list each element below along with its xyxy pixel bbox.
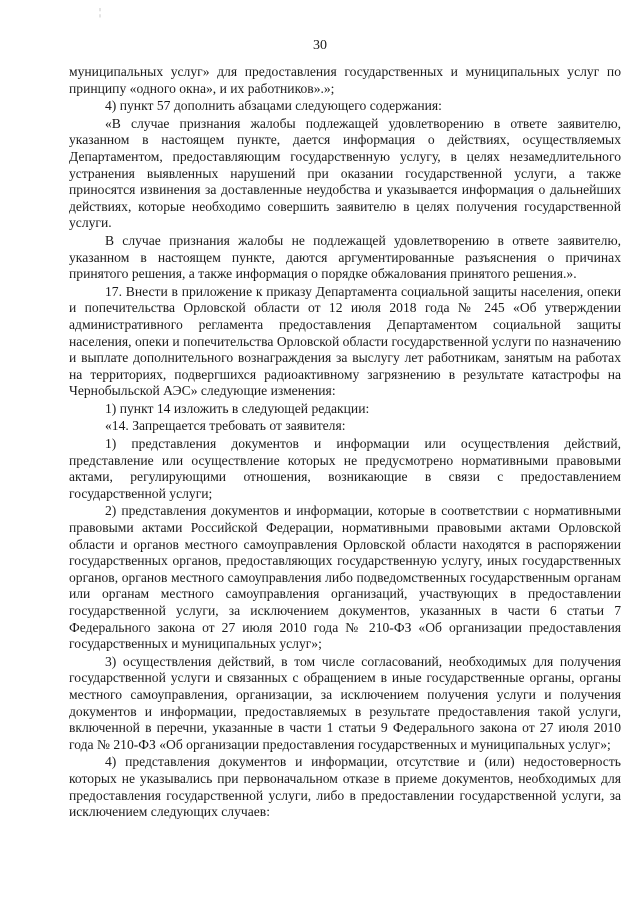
paragraph-continuation: муниципальных услуг» для предоставления государственных и муниципальных услуг по принципу «одного окна», и их работников».»; — [69, 64, 621, 96]
paragraph-prohibition-2: 2) представления документов и информации, которые в соответствии с нормативными правовыми актами Российской Федерации, нормативными правовыми актами Орловской области и органов местного самоуправления Орловской области находятся в распоряжении государственных органов, предоставляющих государственную услугу, иных государственных органов, органов местного самоуправления либо подведомственных государственным органам или органам местного самоуправления организаций, участвующих в предоставлении государственной услуги, за исключением документов, указанных в части 6 статьи 7 Федерального закона от 27 июля 2010 года № 210-ФЗ «Об организации предоставления государственных и муниципальных услуг»; — [69, 503, 621, 652]
paragraph-complaint-rejected: В случае признания жалобы не подлежащей удовлетворению в ответе заявителю, указанном в настоящем пункте, даются аргументированные разъяснения о причинах принятого решения, а также информация о порядке обжалования принятого решения.». — [69, 232, 621, 282]
document-body — [69, 64, 621, 822]
paragraph-clause-14: «14. Запрещается требовать от заявителя: — [105, 418, 346, 434]
paragraph-prohibition-1: 1) представления документов и информации или осуществления действий, представление или осуществление которых не предусмотрено нормативными правовыми актами, регулирующими отношения, возникающие в связи с предоставлением государственной услуги; — [69, 436, 621, 501]
page-number: 30 — [313, 38, 327, 53]
scan-margin-mark: ¦ — [99, 7, 102, 18]
paragraph-prohibition-4: 4) представления документов и информации, отсутствие и (или) недостоверность которых не указывались при первоначальном отказе в приеме документов, необходимых для предоставления государственной услуги, либо в предоставлении государственной услуги, за исключением следующих случаев: — [69, 754, 621, 820]
paragraph-complaint-satisfied: «В случае признания жалобы подлежащей удовлетворению в ответе заявителю, указанном в настоящем пункте, дается информация о действиях, осуществляемых Департаментом, предоставляющим государственную услугу, в целях незамедлительного устранения выявленных нарушений при оказании государственной услуги, а также приносятся извинения за доставленные неудобства и указывается информация о дальнейших действиях, которые необходимо совершить заявителю в целях получения государственной услуги. — [69, 115, 621, 231]
paragraph-item-17: 17. Внести в приложение к приказу Департамента социальной защиты населения, опеки и попечительства Орловской области от 12 июля 2018 года № 245 «Об утверждении административного регламента предоставления Департаментом социальной защиты населения, опеки и попечительства Орловской области государственной услуги по назначению и выплате дополнительного вознаграждения за выслугу лет работникам, занятым на работах на территориях, подвергшихся радиоактивному загрязнению в результате катастрофы на Чернобыльской АЭС» следующие изменения: — [69, 283, 621, 399]
paragraph-prohibition-3: 3) осуществления действий, в том числе согласований, необходимых для получения государственной услуги и связанных с обращением в иные государственные органы, органы местного самоуправления, организации, за исключением получения услуги и получения документов и информации, предоставляемых в результате предоставления такой услуги, включенной в перечни, указанные в части 1 статьи 9 Федерального закона от 27 июля 2010 года № 210-ФЗ «Об организации предоставления государственных и муниципальных услуг»; — [69, 653, 621, 752]
paragraph-item-4: 4) пункт 57 дополнить абзацами следующего содержания: — [105, 98, 442, 114]
paragraph-subitem-1: 1) пункт 14 изложить в следующей редакции: — [105, 400, 370, 416]
